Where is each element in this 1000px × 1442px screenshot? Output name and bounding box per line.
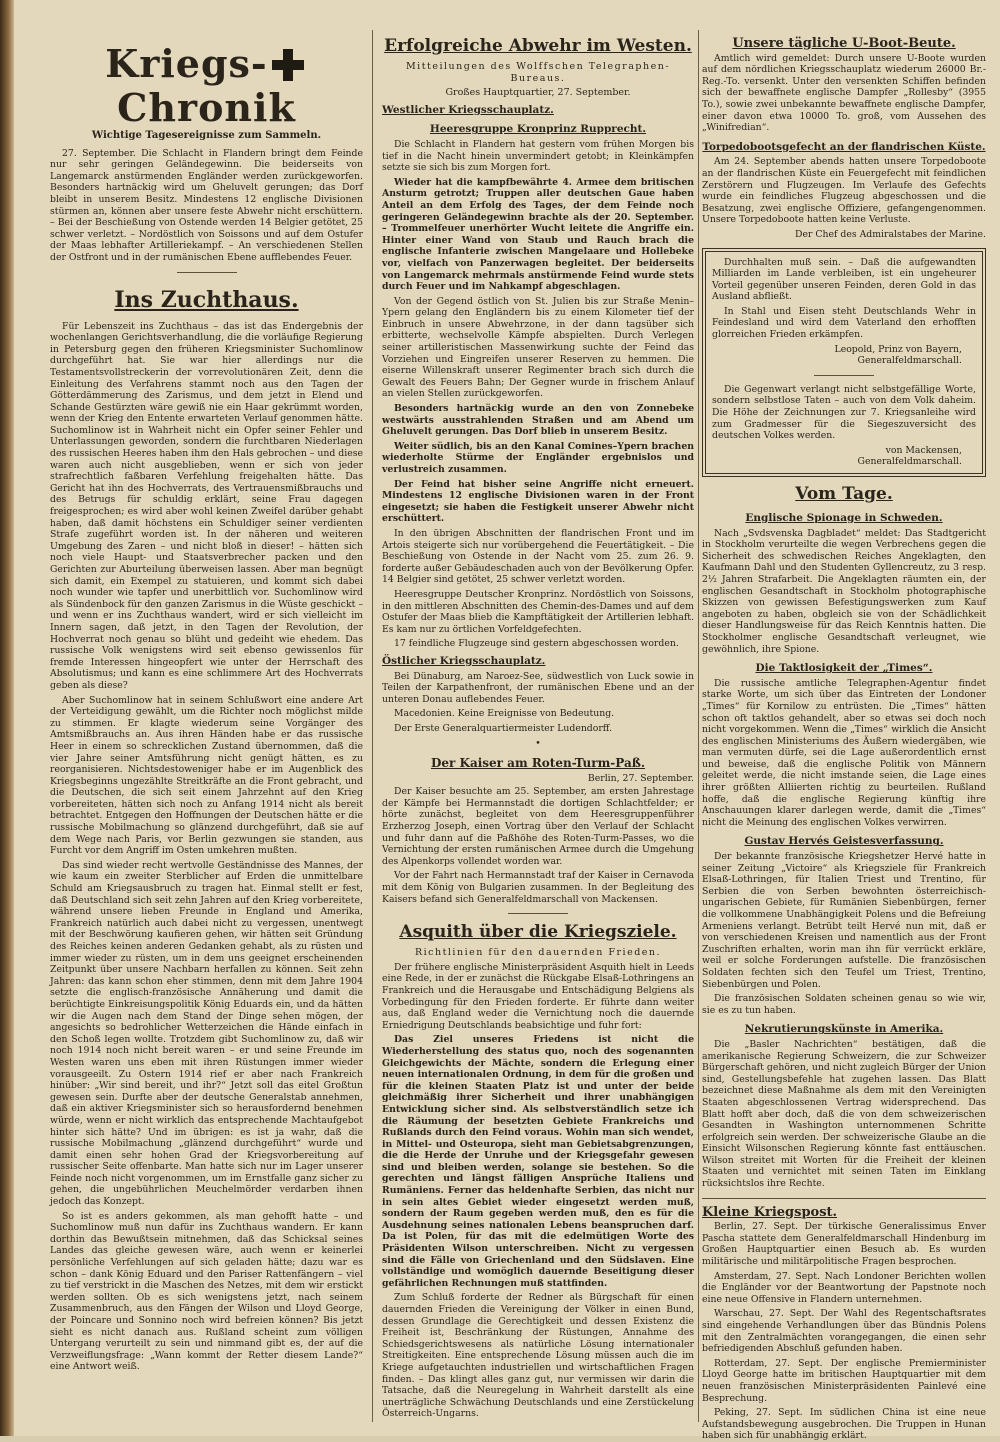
signature: Der Erste Generalquartiermeister Ludendorff. (394, 722, 613, 734)
paragraph: Zum Schluß forderte der Redner als Bürgschaft für einen dauernden Frieden die Vereinigung der Völker in einen Bund, dessen Grundlage die Gerechtigkeit und dessen Existenz die Freiheit ist, Beschränkung der Rüstungen, Annahme des Schiedsgerichtswesens als natürliche Lösung internationaler Streitigkeiten. Eine entsprechende Lösung müssen auch die im Kriege aufgetauchten industriellen und wirtschaftlichen Fragen finden. – Das klingt alles ganz gut, nur vermissen wir darin die Tatsache, daß die Neuregelung in Wahrheit darstellt als eine unerträgliche Schwächung Deutschlands und eine Zerstückelung Österreich-Ungarns. (382, 1292, 694, 1420)
section-head-east: Östlicher Kriegsschauplatz. (382, 654, 546, 667)
divider (702, 1198, 986, 1199)
paragraph: Besonders hartnäckig wurde an den von Zonnebeke westwärts ausstrahlenden Straßen und am Abend um Gheluvelt gerungen. Das Dorf blieb in unserem Besitz. (382, 403, 694, 438)
dateline: Berlin, 27. September. (587, 772, 694, 784)
paragraph: Der Kaiser besuchte am 25. September, am ersten Jahrestage der Kämpfe bei Hermannstadt die dortigen Schlachtfelder; er hörte zunächst, begleitet von dem Heeresgruppenführer Erzherzog Joseph, einen Vortrag über den Verlauf der Schlacht und fuhr dann auf die Paßhöhe des Roten-Turm-Passes, wo die Vernichtung der ersten rumänischen Armee durch die Umgehung des Alpenkorps vollendet worden war. (382, 786, 694, 867)
paragraph: Wieder hat die kampfbewährte 4. Armee dem britischen Ansturm getrotzt; Truppen aller deutschen Gaue haben Anteil an dem Erfolg des Tages, der dem Feinde noch geringeren Geländegewinn brachte als der 20. September. – Trommelfeuer unerhörter Wucht leitete die Angriffe ein. Hinter einer Wand von Staub und Rauch brach die englische Infanterie zwischen Mangelaare und Hollebeke vor, vielfach von Panzerwagen begleitet. Der beiderseits von Langemarck mehrmals anstürmende Feind wurde stets durch Feuer und im Nahkampf abgeschlagen. (382, 176, 694, 293)
article-title-kriegspost: Kleine Kriegspost. (702, 1204, 838, 1220)
paragraph: Weiter südlich, bis an den Kanal Comines–Ypern brachen wiederholte Stürme der Engländer ergebnislos und verlustreich zusammen. (382, 440, 694, 475)
paragraph: Für Lebenszeit ins Zuchthaus – das ist das Endergebnis der wochenlangen Gerichtsverhandlung, die die vorläufige Regierung in Petersburg gegen den früheren Kriegsminister Suchomlinow durchgeführt hat. Sie war hier allerdings nur die Testamentsvollstreckerin der vorrevolutionären Zeit, denn die Einleitung des Verfahrens stammt noch aus den Tagen der Götterdämmerung des Zarismus, und dem jetzt in Elend und Schande Gestürzten wäre gewiß nie ein Haar gekrümmt worden, wenn der Krieg den Entente erwarteten Verlauf genommen hätte. Suchomlinow ist in Wahrheit nicht ein Opfer seiner Fehler und Unterlassungen geworden, sondern die furchtbaren Niederlagen des russischen Heeres haben ihm den Hals gebrochen – und diese waren auch nicht ausgeblieben, wenn er sich von jeder strafrechtlich faßbaren Verfehlung freigehalten hätte. Das Gericht hat ihn des Hochverrats, des Vertrauensmißbrauchs und des Betrugs für schuldig erklärt, seine Frau dagegen freigesprochen; es wird aber wohl keinen Zweifel darüber gehabt haben, daß damit höchstens ein Schuldiger seiner verdienten Strafe zugeführt worden ist. In der näheren und weiteren Umgebung des Zaren – und nicht bloß in dieser! – hätten sich noch viele Haupt- und Staatsverbrecher packen und den Gerichten zur Aburteilung überweisen lassen. Aber man begnügt sich damit, ein Exempel zu statuieren, und kommt sich dabei noch wunder wie tapfer und unerbittlich vor. Suchomlinow wird als Sündenbock für den ganzen Zarismus in die Wüste geschickt – und wenn er ins Zuchthaus wandert, wird er sich vielleicht im Innern sagen, daß jetzt, in den Tagen der Revolution, der Hochverrat noch genau so blüht und gedeiht wie ehedem. Das russische Volk wenigstens wird seit ebenso gewissenlos für fremde Interessen hingeopfert wie unter der Herrschaft des Absolutismus; und kann es eine schlimmere Art des Hochverrats geben als diese? (50, 320, 363, 691)
paragraph: Von der Gegend östlich von St. Julien bis zur Straße Menin–Ypern gelang den Engländern bis zu einem Kilometer tief der Einbruch in unsere Abwehrzone, in der dann tagsüber sich erbitterte, wechselvolle Kämpfe abspielten. Durch Verlegen seiner artilleristischen Massenwirkung suchte der Feind das Vorziehen und Eingreifen unserer Reserven zu hemmen. Die eiserne Willenskraft unserer Regimenter brach sich durch die Gewalt des Feuers Bahn; Der Gegner wurde in frischem Anlauf an vielen Stellen zurückgeworfen. (382, 295, 694, 400)
paragraph: Macedonien. Keine Ereignisse von Bedeutung. (394, 708, 615, 720)
subsection-head: Heeresgruppe Kronprinz Rupprecht. (429, 123, 647, 136)
paragraph: Amtlich wird gemeldet: Durch unsere U-Boote wurden auf dem nördlichen Kriegsschauplatz wiederum 26000 Br.-Reg.-To. versenkt. Unter den versenkten Schiffen befinden sich der bewaffnete englische Dampfer „Rollesby“ (3955 To.), sowie zwei unbekannte bewaffnete englische Dampfer, einer davon etwa 10000 To. groß, vom Aussehen des „Winifredian“. (702, 52, 986, 134)
subsection-head: Nekrutierungskünste in Amerika. (744, 1023, 944, 1036)
paragraph: Die Gegenwart verlangt nicht selbstgefällige Worte, sondern selbstlose Taten – auch von dem Volk daheim. Die Höhe der Zeichnungen zur 7. Kriegsanleihe wird zum Gradmesser für die Siegeszuversicht des deutschen Volkes werden. (712, 383, 976, 442)
paragraph: Am 24. September abends hatten unsere Torpedoboote an der flandrischen Küste ein Feuergefecht mit feindlichen Zerstörern und Flugzeugen. Im Verlaufe des Gefechts wurde ein feindliches Flugzeug abgeschossen und die Besatzung, zwei englische Offiziere, gefangengenommen. Unsere Torpedoboote hatten keine Verluste. (702, 156, 986, 226)
paragraph: In Stahl und Eisen steht Deutschlands Wehr in Feindesland und wird dem Vaterland den erhofften glorreichen Frieden erkämpfen. (712, 305, 976, 341)
boxed-notice-leopold (705, 251, 983, 475)
divider-star: • (535, 738, 541, 750)
signature: Generalfeldmarschall. (857, 456, 962, 468)
left-column (50, 30, 363, 1420)
divider (814, 375, 874, 376)
divider (177, 272, 237, 273)
masthead-subtitle: Wichtige Tagesereignisse zum Sammeln. (91, 130, 322, 141)
paragraph: Bei Dünaburg, am Naroez-See, südwestlich von Luck sowie in Teilen der Karpathenfront, der rumänischen Ebene und an der unteren Donau auflebendes Feuer. (382, 670, 694, 705)
masthead-part-1: Kriegs- (105, 41, 268, 86)
paragraph: Nach „Svdsvenska Dagbladet“ meldet: Das Stadtgericht in Stockholm verurteilte die wegen Verbrechens gegen die Sicherheit des schwedischen Reiches Angeklagten, den Kaufmann Dahl und den Studenten Gyllencreutz, zu 3 resp. 2½ Jahren Strafarbeit. Die Angeklagten räumten ein, der englischen Gesandtschaft in Stockholm photographische Skizzen von gewissen Befestigungswerken zum Kauf angeboten zu haben, obgleich sie von der Schädlichkeit dieser Handlungsweise für das Reich Kenntnis hatten. Die Stockholmer englische Gesandtschaft verleugnet, wie gewöhnlich, ihre Spione. (702, 527, 986, 655)
headquarters-line: Großes Hauptquartier, 27. September. (445, 87, 631, 99)
paragraph: Die französischen Soldaten scheinen genau so wie wir, sie es zu tun haben. (702, 993, 986, 1016)
section-head-west: Westlicher Kriegsschauplatz. (382, 103, 554, 116)
paragraph: Der frühere englische Ministerpräsident Asquith hielt in Leeds eine Rede, in der er zunächst die Rückgabe Elsaß-Lothringens an Frankreich und die Herausgabe und Entschädigung Belgiens als Vorbedingung für den Frieden forderte. Er führte dann weiter aus, daß England weder die Vernichtung noch die dauernde Erniedrigung Deutschlands beabsichtige und fuhr fort: (382, 961, 694, 1031)
masthead-part-2: Chronik (117, 85, 296, 130)
paragraph: Das Ziel unseres Friedens ist nicht die Wiederherstellung des status quo, noch des sogenannten Gleichgewichts der Mächte, sondern die Erlegung einer neuen internationalen Ordnung, in dem für die großen und für die kleinen Staaten Platz ist und unter der beide gleichmäßig ihrer Sicherheit und ihrer unabhängigen Entwicklung sicher sind. Als selbstverständlich setze ich die Räumung der besetzten Gebiete Frankreichs und Rußlands durch den Feind voraus. Wohin man sich wendet, in Mittel- und Osteuropa, sieht man Gebietsabgrenzungen, die die Herde der Unruhe und der Kriegsgefahr gewesen sind und bleiben werden, solange sie bestehen. So die gerechten und längst fälligen Ansprüche Italiens und Rumäniens. Ferner das heldenhafte Serbien, das nicht nur in sein altes Gebiet wieder eingesetzt werden muß, sondern der Raum gegeben werden muß, den es für die Ausdehnung seines nationalen Lebens beanspruchen darf. Da ist Polen, für das mit die edelmütigen Worte des Präsidenten Wilson unterschreiben. Nicht zu vergessen sind die Fälle von Griechenland und den Südslaven. Eine vollständige und womöglich dauernde Beseitigung dieser gefährlichen Rechnungen muß stattfinden. (382, 1034, 694, 1289)
article-title-abwehr: Erfolgreiche Abwehr im Westen. (384, 36, 692, 56)
paragraph: So ist es anders gekommen, als man gehofft hatte – und Suchomlinow muß nun dafür ins Zuchthaus wandern. Er kann dorthin das Bewußtsein mitnehmen, daß das Schicksal seines Landes das gleiche gewesen wäre, auch wenn er keinerlei persönliche Verfehlungen auf sich geladen hätte; dazu war es schon – dank König Eduard und den Pariser Rattenfängern – viel zu tief verstrickt in die Maschen des Netzes, mit dem wir erstickt werden sollten. Ob es sich wenigstens jetzt, nach seinem Zusammenbruch, aus den Fängen der Wilson und Lloyd George, der Poincare und Sonnino noch wird befreien können? Bis jetzt sieht es nicht danach aus. Rußland scheint zum völligen Untergang verurteilt zu sein und nimmand gibt es, der auf die Verzweiflungsfrage: „Wann kommt der Retter diesem Lande?“ eine Antwort weiß. (50, 1210, 363, 1373)
article-title-zuchthaus: Ins Zuchthaus. (114, 286, 299, 313)
paragraph: Heeresgruppe Deutscher Kronprinz. Nordöstlich von Soissons, in den mittleren Abschnitten des Chemin-des-Dames und auf dem Ostufer der Maas blieb die Kampftätigkeit der Artillerien lebhaft. Es kam nur zu örtlichen Vorfeldgefechten. (382, 588, 694, 635)
signature: Leopold, Prinz von Bayern, (834, 343, 962, 355)
article-title-kaiser: Der Kaiser am Roten-Turm-Paß. (430, 756, 646, 771)
signature: von Mackensen, (885, 444, 962, 456)
paragraph: Rotterdam, 27. Sept. Der englische Premierminister Lloyd George hatte im britischen Hauptquartier mit dem neuen französischen Ministerpräsidenten Painlevé eine Besprechung. (702, 1357, 986, 1404)
divider (508, 913, 568, 914)
paragraph: Aber Suchomlinow hat in seinem Schlußwort eine andere Art der Verteidigung gewählt, um die Richter noch möglichst milde zu stimmen. Er klagte wiederum seine Vorgänger des Amtsmißbrauchs an. Aus ihren Händen habe er das russische Heer in einem so schrecklichen Zustand übernommen, daß die vier Jahre seiner Amtsführung nicht genügt hätten, es zu reorganisieren. Nichtsdestoweniger habe er im Augenblick des Kriegsbeginns ungezählte Streitkräfte an die Front gebracht, und die Deutschen, die sich seit einem Jahrzehnt auf den Krieg vorbereiteten, hätten sich noch zu Anfang 1914 nicht als bereit betrachtet. Entgegen den Hoffnungen der Deutschen hätte er die russische Mobilmachung so glänzend durchgeführt, daß sie auf dem Wege nach Paris, vor Berlin gezwungen sie standen, aus Furcht vor dem Angriff im Osten umkehren mußten. (50, 694, 363, 857)
article-title-uboot: Unsere tägliche U-Boot-Beute. (732, 36, 956, 51)
column-rule (372, 30, 373, 1422)
masthead (50, 42, 363, 130)
paragraph: Die russische amtliche Telegraphen-Agentur findet starke Worte, um sich über das Eintreten der Londoner „Times“ für Kornilow zu entrüsten. Die „Times“ hätten schon oft taktlos gehandelt, aber so etwas sei doch noch nicht vorgekommen. Wenn die „Times“ wirklich die Ansicht des englischen Ministeriums des Äußern wiedergäben, wie man vermuten dürfe, sei die Lage außerordentlich ernst und beweise, daß die englische Politik von Männern geleitet werde, die nicht imstande seien, die Lage eines ihrer größten Alliierten richtig zu beurteilen. Rußland hoffe, daß die englische Regierung künftig ihre Anschauungen klarer darlegen werde, damit die „Times“ nicht die Meinung des englischen Volkes verwirren. (702, 677, 986, 828)
paragraph: Vor der Fahrt nach Hermannstadt traf der Kaiser in Cernavoda mit dem König von Bulgarien zusammen. In der Begleitung des Kaisers befand sich Generalfeldmarschall von Mackensen. (382, 870, 694, 905)
book-binding (0, 0, 14, 1436)
subsection-head: Torpedobootsgefecht an der flandrischen Küste. (702, 140, 986, 153)
iron-cross-icon (272, 49, 304, 81)
paragraph: Berlin, 27. Sept. Der türkische Generalissimus Enver Pascha stattete dem Generalfeldmarschall Hindenburg im Großen Hauptquartier einen Besuch ab. Es wurden militärische und militärpolitische Fragen besprochen. (702, 1221, 986, 1268)
article-subtitle: Richtlinien für den dauernden Frieden. (414, 947, 662, 959)
paragraph: Die Schlacht in Flandern hat gestern vom frühen Morgen bis tief in die Nacht hinein unvermindert getobt; in Kleinkämpfen setzte sie sich bis zum Morgen fort. (382, 138, 694, 174)
article-title-vom-tage: Vom Tage. (795, 484, 893, 504)
signature: Der Chef des Admiralstabes der Marine. (795, 228, 986, 240)
middle-column (382, 30, 694, 1420)
right-column (702, 30, 986, 1442)
paragraph: Warschau, 27. Sept. Der Wahl des Regentschaftsrates sind eingehende Verhandlungen über das Bündnis Polens mit den Zentralmächten vorangegangen, die einen sehr befriedigenden Abschluß gefunden haben. (702, 1308, 986, 1355)
article-subtitle: Mitteilungen des Wolffschen Telegraphen-Bureaus. (405, 61, 671, 84)
paragraph: Das sind wieder recht wertvolle Geständnisse des Mannes, der wie kaum ein zweiter Sterblicher auf Erden die unmittelbare Schuld am Kriegsausbruch zu tragen hat. Einmal stellt er fest, daß Deutschland sich seit zehn Jahren auf den Krieg vorbereitete, während unsere lieben Freunde in England und Amerika, Frankreich natürlich auch dabei nicht zu vergessen, unentwegt mit der Beschwörung kaufieren gehen, wir hätten seit Gründung des Reiches keinen anderen Gedanken gehabt, als zu rüsten und immer wieder zu rüsten, um in dem uns geeignet erscheinenden Zeitpunkt über unsere Nachbarn herfallen zu können. Seit zehn Jahren: das kann schon eher stimmen, denn mit dem Jahre 1904 setzte die englisch-französische Annäherung und damit die berüchtigte Einkreisungspolitik König Eduards ein, und da hätten wir die Augen nach dem Stand der Dinge sehen mögen, der angesichts so bedrohlicher Wetterzeichen die Hände einfach in den Schoß legen wollte. Trotzdem gibt Suchomlinow zu, daß wir noch 1914 noch nicht bereit waren – er und seine Freunde im Westen waren uns eben mit ihren Rüstungen immer wieder vorausgeeilt. Zu Ostern 1914 rief er aber nach Frankreich hinüber: „Wir sind bereit, und ihr?“ Jetzt soll das eitel Großtun gewesen sein. Durfte aber der deutsche Generalstab annehmen, daß ein aktiver Kriegsminister sich so herausfordernd benehmen würde, wenn er nicht wirklich das entsprechende Machtaufgebot hinter sich hätte? Und im übrigen: es ist ja wahr, daß die russische Mobilmachung „glänzend durchgeführt“ wurde und damit einen sehr hohen Grad der Kriegsvorbereitung auf russischer Seite offenbarte. Man hatte sich nur im Lager unserer Feinde noch nicht vorgenommen, um im Ernstfalle ganz sicher zu gehen, die ungebührlichen Meuchelmörder verdarben ihnen jedoch das Konzept. (50, 859, 363, 1208)
article-title-asquith: Asquith über die Kriegsziele. (399, 922, 677, 943)
paragraph: Peking, 27. Sept. Im südlichen China ist eine neue Aufstandsbewegung ausgebrochen. Die Truppen in Hunan haben sich für unabhängig erklärt. (702, 1407, 986, 1442)
subsection-head: Die Taktlosigkeit der „Times“. (755, 662, 933, 675)
subsection-head: Englische Spionage in Schweden. (745, 512, 943, 524)
paragraph: Der bekannte französische Kriegshetzer Hervé hatte in seiner Zeitung „Victoire“ als Kriegsziele für Frankreich Elsaß-Lothringen, für Italien Triest und Trentino, für Serbien die von Serben bewohnten österreichisch-ungarischen Gebiete, für Rumänien Siebenbürgen, ferner die vollkommene Unabhängigkeit Polens und die Befreiung Armeniens verlangt. Betrübt teilt Hervé nun mit, daß er von verschiedenen Kreisen und namentlich aus der Front Zuschriften erhalten, worin man ihn für verrückt erkläre, weil er solche Forderungen aufstelle. Die französischen Soldaten fechten sich den Teufel um Triest, Trentino, Siebenbürgen und Polen. (702, 851, 986, 990)
paragraph: Die „Basler Nachrichten“ bestätigen, daß die amerikanische Regierung Schweizern, die zur Schweizer Bürgerschaft gehören, und nicht zugleich Bürger der Union sind, Gestellungsbefehle hat zugehen lassen. Das Blatt bezeichnet diese Maßnahme als dem mit den Vereinigten Staaten abgeschlossenen Vertrag widersprechend. Das Blatt hofft aber doch, daß die von dem schweizerischen Gesandten in Washington unternommenen Schritte erfolgreich sein werden. Der schweizerische Glaube an die Einsicht Wilsonschen Regierung könnte fast enttäuschen. Wilson streitet mit Worten für die Freiheit der kleinen Staaten und vernichtet mit seinen Taten im Einklang rücksichtslos ihre Rechte. (702, 1038, 986, 1190)
column-rule (698, 30, 699, 1422)
paragraph: In den übrigen Abschnitten der flandrischen Front und im Artois steigerte sich nur vorübergehend die Feuertätigkeit. – Die Beschießung von Ostende in der Nacht vom 25. zum 26. 9. forderte außer Gebäudeschaden auch von der Bevölkerung Opfer. 14 Belgier sind getötet, 25 schwer verletzt worden. (382, 527, 694, 586)
chronik-text: 27. September. Die Schlacht in Flandern bringt dem Feinde nur sehr geringen Geländegewinn. Die beiderseits von Langemarck anstürmenden Engländer werden zurückgeworfen. Besonders hartnäckig wird um Gheluvelt gerungen; das Dorf bleibt in unserem Besitz. Mindestens 12 englische Divisionen stürmen an, können aber unsere feste Abwehr nicht erschüttern. – Bei der Beschießung von Ostende werden 14 Belgier getötet, 25 schwer verletzt. – Nordöstlich von Soissons und auf dem Ostufer der Maas lebhafter Artilleriekampf. – An verschiedenen Stellen der Ostfront und in der rumänischen Ebene aufflebendes Feuer. (50, 147, 363, 263)
paragraph: Der Feind hat bisher seine Angriffe nicht erneuert. Mindestens 12 englische Divisionen waren in der Front eingesetzt; sie haben die Festigkeit unserer Abwehr nicht erschüttert. (382, 478, 694, 525)
paragraph: 17 feindliche Flugzeuge sind gestern abgeschossen worden. (394, 638, 679, 650)
paragraph: Durchhalten muß sein. – Daß die aufgewandten Milliarden im Lande verbleiben, ist ein ungeheurer Vorteil gegenüber unseren Feinden, deren Gold in das Ausland abfließt. (712, 256, 976, 303)
paragraph: Amsterdam, 27. Sept. Nach Londoner Berichten wollen die Engländer vor der Beantwortung der Papstnote noch eine neue Offensive in Flandern unternehmen. (702, 1270, 986, 1305)
subsection-head: Gustav Hervés Geistesverfassung. (744, 835, 944, 848)
signature: Generalfeldmarschall. (857, 355, 962, 367)
